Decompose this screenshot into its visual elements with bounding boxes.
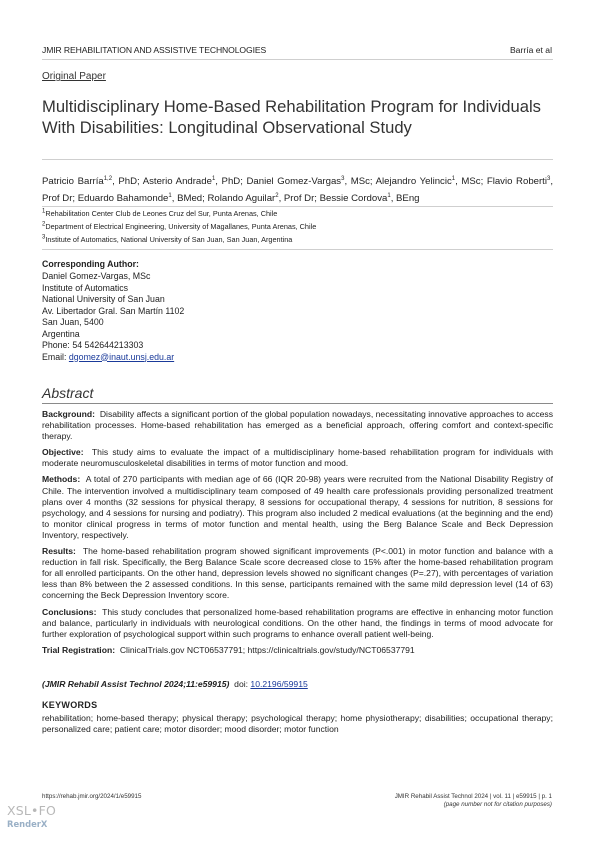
abstract-body <box>42 409 553 661</box>
abstract-trial-registration: Trial Registration: ClinicalTrials.gov NCT06537791; https://clinicaltrials.gov/study/NCT06537791 <box>42 644 415 655</box>
author: Flavio Roberti$^3$, Prof Dr; <box>42 175 553 204</box>
header-divider <box>42 59 553 60</box>
corresponding-author-details <box>42 271 184 363</box>
xslfo-renderx-logo <box>7 803 56 829</box>
abstract-background: Background: Disability affects a significant portion of the global population nowadays, necessitating innovative approaches to access rehabilitation processes. Home-based rehabilitation has emerged as a beneficial approach, offering comfort and context-specific therapy. <box>42 409 553 442</box>
affiliations-divider <box>42 249 553 250</box>
citation-line <box>42 679 308 689</box>
citation-journal: (JMIR Rehabil Assist Technol 2024;11:e59915) <box>42 679 230 689</box>
corr-email-line: Email: dgomez@inaut.unsj.edu.ar <box>42 351 175 362</box>
abstract-divider <box>42 403 553 404</box>
footer-citation: JMIR Rehabil Assist Technol 2024 | vol. 11 | e59915 | p. 1 <box>394 793 552 800</box>
corr-line: San Juan, 5400 <box>42 317 104 327</box>
author: Daniel Gomez-Vargas$^3$, MSc; <box>246 175 376 187</box>
footer-note: (page number not for citation purposes) <box>443 801 552 809</box>
affiliation: $^1$Rehabilitation Center Club de Leones Cruz del Sur, Punta Arenas, Chile <box>42 208 278 218</box>
author: Eduardo Bahamonde$^1$, BMed; <box>77 192 208 204</box>
footer-page-info <box>395 793 552 810</box>
doi-link[interactable]: 10.2196/59915 <box>250 679 308 689</box>
article-type: Original Paper <box>42 71 106 82</box>
logo-line2: RenderX <box>7 819 48 829</box>
abstract-heading: Abstract <box>42 385 94 401</box>
author: Alejandro Yelincic$^1$, MSc; <box>375 175 487 187</box>
title-divider <box>42 159 553 160</box>
corr-line: Daniel Gomez-Vargas, MSc <box>42 271 151 281</box>
running-header-journal: JMIR REHABILITATION AND ASSISTIVE TECHNOLOGIES <box>42 45 267 55</box>
author-list <box>42 173 553 207</box>
abstract-conclusions: Conclusions: This study concludes that personalized home-based rehabilitation programs are effective in enhancing motor function and balance, particularly in individuals with neurological conditions. On the other hand, the findings in terms of mood advocate for further exploration of psychological support within such programs to enhance overall patient well-being. <box>42 606 553 639</box>
corr-line: Av. Libertador Gral. San Martín 1102 <box>42 305 185 316</box>
footer-url[interactable]: https://rehab.jmir.org/2024/1/e59915 <box>42 793 142 800</box>
affiliation: $^2$Department of Electrical Engineering, University of Magallanes, Punta Arenas, Chile <box>42 221 317 231</box>
affiliation: $^3$Institute of Automatics, National University of San Juan, San Juan, Argentina <box>42 234 293 244</box>
corr-line: Phone: 54 542644213303 <box>42 340 144 350</box>
corresponding-author-heading: Corresponding Author: <box>42 259 139 269</box>
keywords-heading: KEYWORDS <box>42 700 98 710</box>
author: Asterio Andrade$^1$, PhD; <box>142 175 247 187</box>
abstract-methods: Methods: A total of 270 participants with median age of 66 (IQR 20-98) years were recruited from the National Disability Registry of Chile. The intervention involved a multidisciplinary team composed of 49 health care professionals providing personalized treatment plans over 4 months (32 sessions for physical therapy, 8 sessions for occupational therapy, 4 sessions for nutrition, 8 sessions for psychology, and 4 sessions for nursing and podiatry). This program also included 2 medical evaluations (at the beginning and the end) to monitor clinical progress in terms of motor function and mental health, using the Berg Balance Scale and Beck Depression Inventory, respectively. <box>42 474 553 540</box>
keywords-text: rehabilitation; home-based therapy; physical therapy; psychological therapy; home physiotherapy; disabilities; occupational therapy; personalized care; patient care; motor disorder; mood disorder; motor function <box>42 713 553 735</box>
corr-line: National University of San Juan <box>42 294 165 304</box>
paper-title: Multidisciplinary Home-Based Rehabilitation Program for Individuals With Disabilities: Longitudinal Observational Study <box>42 97 541 137</box>
authors-divider <box>42 206 553 207</box>
abstract-results: Results: The home-based rehabilitation program showed significant improvements (P<.001) in motor function and balance with a reduction in fall risk. Specifically, the Berg Balance Scale score decreased close to 15% after the home-based rehabilitation program for all enrolled participants. On the other hand, depression levels showed no significant changes (P=.27), with percentages of variation less than 8% between the 2 assessed conditions. In this sense, participants remained with the same mild depression level (14 of 63) concerning the Beck Depression Inventory score. <box>42 546 554 601</box>
author: Patricio Barría$^{1,2}$, PhD; <box>42 175 143 187</box>
running-header-author: Barría et al <box>509 45 552 55</box>
abstract-objective: Objective: This study aims to evaluate the impact of a multidisciplinary home-based rehabilitation program for individuals with moderate neuromusculoskeletal disabilities in terms of motor function and mood. <box>42 447 553 469</box>
logo-line1: XSL•FO <box>7 803 57 818</box>
author: Rolando Aguilar$^2$, Prof Dr; <box>207 192 320 204</box>
corr-line: Institute of Automatics <box>42 282 129 293</box>
author: Bessie Cordova$^1$, BEng <box>319 192 420 204</box>
corr-line: Argentina <box>42 328 80 339</box>
doi-label: doi: <box>234 679 249 689</box>
email-link[interactable]: dgomez@inaut.unsj.edu.ar <box>68 351 175 362</box>
